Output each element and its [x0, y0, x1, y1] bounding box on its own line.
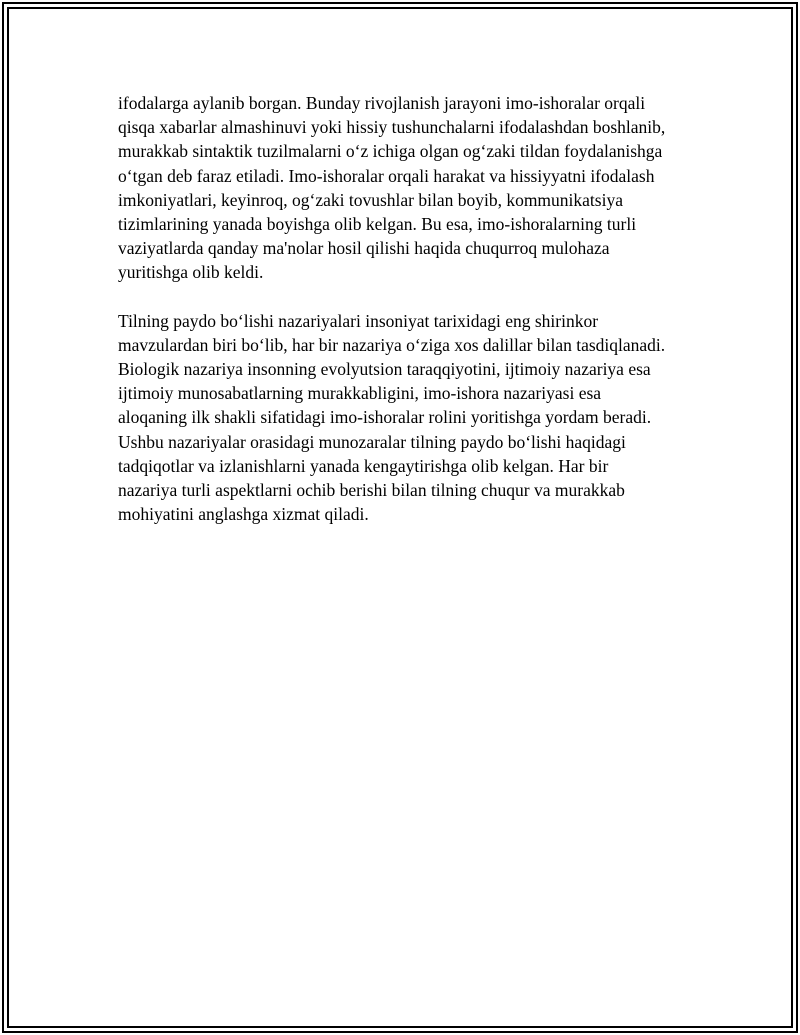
paragraph-1: ifodalarga aylanib borgan. Bunday rivojlanish jarayoni imo-ishoralar orqali qisqa xabarlar almashinuvi yoki hissiy tushunchalarni ifodalashdan boshlanib, murakkab sintaktik tuzilmalarni o‘z ichiga olgan og‘zaki tildan foydalanishga o‘tgan deb faraz etiladi. Imo-ishoralar orqali harakat va hissiyyatni ifodalash imkoniyatlari, keyinroq, og‘zaki tovushlar bilan boyib, kommunikatsiya tizimlarining yanada boyishga olib kelgan. Bu esa, imo-ishoralarning turli vaziyatlarda qanday ma'nolar hosil qilishi haqida chuqurroq mulohaza yuritishga olib keldi. — [118, 93, 666, 283]
document-body — [118, 91, 668, 550]
paragraph-2: Tilning paydo bo‘lishi nazariyalari insoniyat tarixidagi eng shirinkor mavzulardan biri bo‘lib, har bir nazariya o‘ziga xos dalillar bilan tasdiqlanadi. Biologik nazariya insonning evolyutsion taraqqiyotini, ijtimoiy nazariya esa ijtimoiy munosabatlarning murakkabligini, imo-ishora nazariyasi esa aloqaning ilk shakli sifatidagi imo-ishoralar rolini yoritishga yordam beradi. Ushbu nazariyalar orasidagi munozaralar tilning paydo bo‘lishi haqidagi tadqiqotlar va izlanishlarni yanada kengaytirishga olib kelgan. Har bir nazariya turli aspektlarni ochib berishi bilan tilning chuqur va murakkab mohiyatini anglashga xizmat qiladi. — [118, 310, 666, 525]
